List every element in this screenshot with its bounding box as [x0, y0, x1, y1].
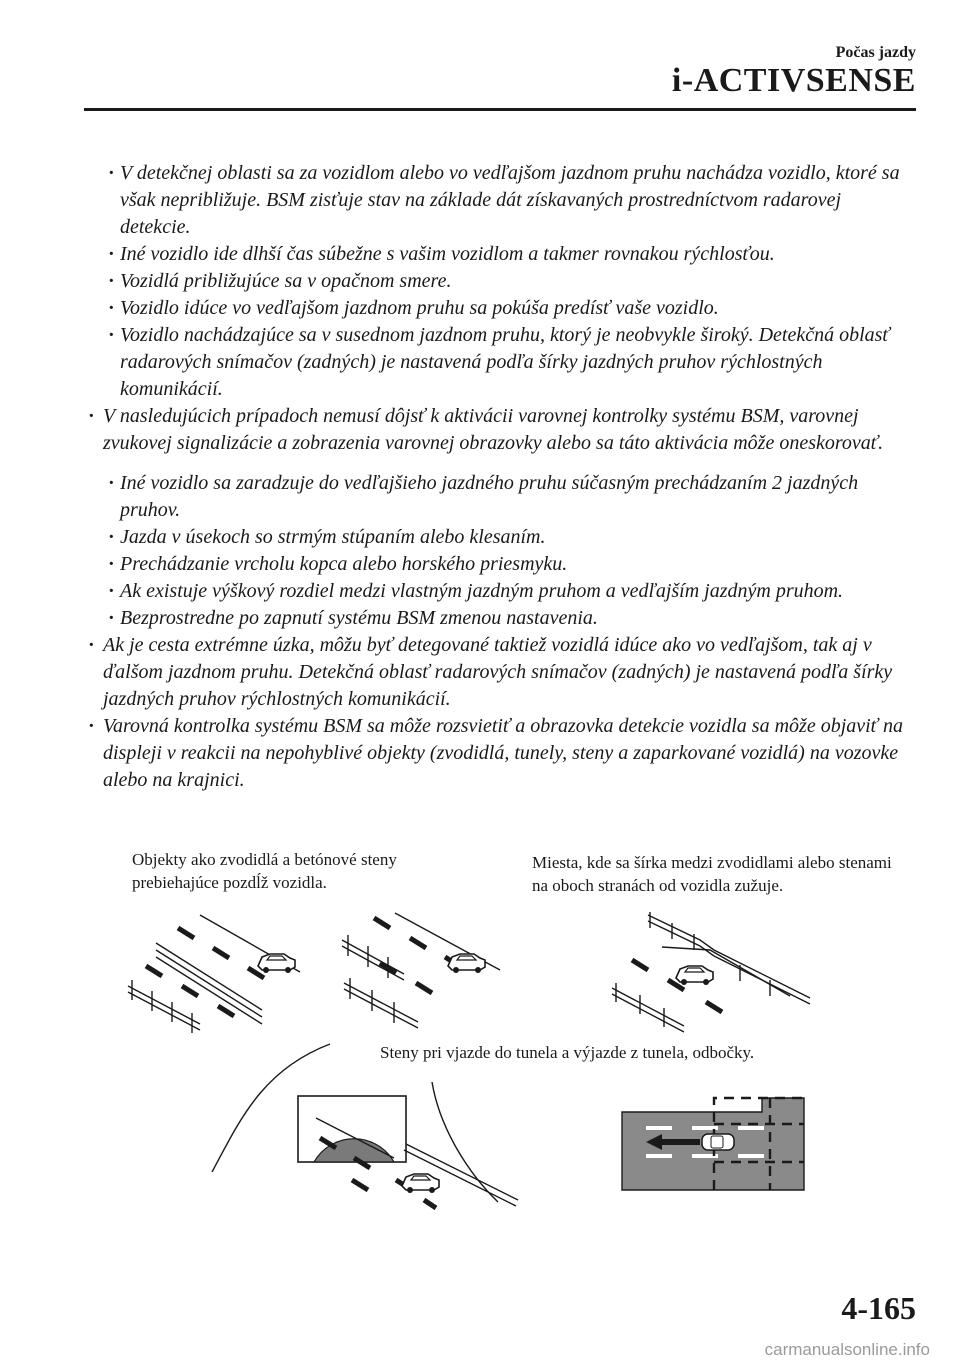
list-item: · Vozidlo idúce vo vedľajšom jazdnom pruhu sa pokúša predísť vaše vozidlo.	[0, 295, 960, 322]
list-item: · V detekčnej oblasti sa za vozidlom alebo vo vedľajšom jazdnom pruhu nachádza vozidlo, ktoré sa však nepribližuje. BSM zisťuje stav na základe dát získavaných prostredníctvom radarovej detekcie.	[0, 160, 960, 241]
list-item: · Prechádzanie vrcholu kopca alebo horského priesmyku.	[0, 551, 960, 578]
list-item: · Varovná kontrolka systému BSM sa môže rozsvietiť a obrazovka detekcie vozidla sa môže objaviť na displeji v reakcii na nepohyblivé objekty (zvodidlá, tunely, steny a zaparkované vozidlá) na vozovke alebo na krajnici.	[0, 713, 960, 794]
list-item: · Iné vozidlo sa zaradzuje do vedľajšieho jazdného pruhu súčasným prechádzaním 2 jazdných pruhov.	[0, 470, 960, 524]
list-item: · Bezprostredne po zapnutí systému BSM zmenou nastavenia.	[0, 605, 960, 632]
list-item: · Vozidlá približujúce sa v opačnom smere.	[0, 268, 960, 295]
page-number: 4-165	[841, 1290, 916, 1326]
guardrail-wall-illustration	[128, 915, 300, 1033]
junction-illustration	[622, 1098, 804, 1190]
list-item: · Ak je cesta extrémne úzka, môžu byť detegované taktiež vozidlá idúce ako vo vedľajšom, tak aj v ďalšom jazdnom pruhu. Detekčná oblasť radarových snímačov (zadných) je nastavená podľa šírky jazdných pruhov rýchlostných komunikácií.	[0, 632, 960, 713]
list-item: · Jazda v úsekoch so strmým stúpaním alebo klesaním.	[0, 524, 960, 551]
caption-tunnel: Steny pri vjazde do tunela a výjazde z tunela, odbočky.	[380, 1043, 755, 1062]
guardrail-road-illustration	[342, 913, 500, 1028]
narrowing-road-illustration	[612, 912, 810, 1032]
list-item: · Iné vozidlo ide dlhší čas súbežne s vašim vozidlom a takmer rovnakou rýchlosťou.	[0, 241, 960, 268]
watermark: carmanualsonline.info	[764, 1340, 930, 1359]
tunnel-illustration	[212, 1044, 518, 1208]
list-item: · V nasledujúcich prípadoch nemusí dôjsť k aktivácii varovnej kontrolky systému BSM, varovnej zvukovej signalizácie a zobrazenia varovnej obrazovky alebo sa táto aktivácia môže oneskorovať.	[0, 403, 960, 457]
caption-narrowing: Miesta, kde sa šírka medzi zvodidlami alebo stenami na oboch stranách od vozidla zužuje.	[532, 853, 892, 895]
caption-guardrails: Objekty ako zvodidlá a betónové steny prebiehajúce pozdĺž vozidla.	[132, 850, 397, 892]
list-item: · Ak existuje výškový rozdiel medzi vlastným jazdným pruhom a vedľajším jazdným pruhom.	[0, 578, 960, 605]
page-title: i-ACTIVSENSE	[671, 62, 916, 99]
list-item: · Vozidlo nachádzajúce sa v susednom jazdnom pruhu, ktorý je neobvykle široký. Detekčná oblasť radarových snímačov (zadných) je nastavená podľa šírky jazdných pruhov rýchlostných komunikácií.	[0, 322, 960, 403]
section-label: Počas jazdy	[835, 44, 916, 61]
